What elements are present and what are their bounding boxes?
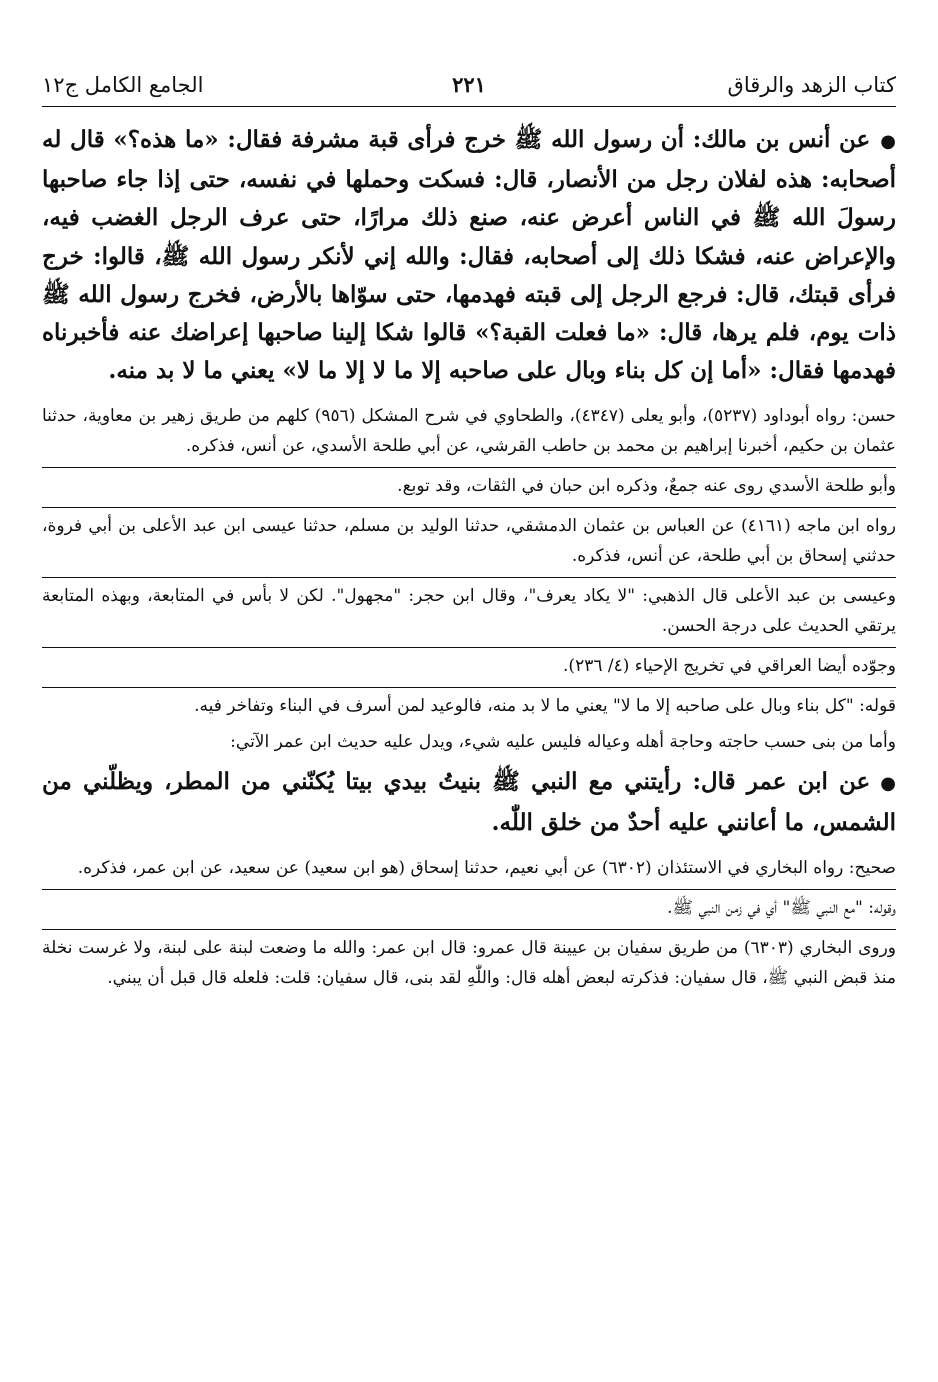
book-section-title: كتاب الزهد والرقاق bbox=[727, 73, 896, 97]
narrator-note: وعيسى بن عبد الأعلى قال الذهبي: "لا يكاد يعرف"، وقال ابن حجر: "مجهول". لكن لا بأس في المتابعة، وبهذه المتابعة يرتقي الحديث على درجة الحسن. bbox=[42, 577, 896, 641]
running-header bbox=[42, 62, 896, 106]
header-divider bbox=[42, 106, 896, 107]
takhrij-note: وروى البخاري (٦٣٠٣) من طريق سفيان بن عيينة قال عمرو: قال ابن عمر: والله ما وضعت لبنة على لبنة، ولا غرست نخلة منذ قبض النبي ﷺ، قال سفيان: فذكرته لبعض أهله قال: واللّٰهِ لقد بنى، قال سفيان: قلت: فلعله قال قبل أن يبني. bbox=[42, 929, 896, 993]
hadith-paragraph-ibn-umar bbox=[42, 763, 896, 841]
hadith-text: عن أنس بن مالك: أن رسول الله ﷺ خرج فرأى قبة مشرفة فقال: «ما هذه؟» قال له أصحابه: هذه لفلان رجل من الأنصار، قال: فسكت وحملها في نفسه، حتى إذا جاء صاحبها رسولَ الله ﷺ في الناس أعرض عنه، صنع ذلك مرارًا، حتى عرف الرجل الغضب فيه، والإعراض عنه، فشكا ذلك إلى أصحابه، فقال: والله إني لأنكر رسول الله ﷺ، قالوا: خرج فرأى قبتك، قال: فرجع الرجل إلى قبته فهدمها، حتى سوّاها بالأرض، فخرج رسول الله ﷺ ذات يوم، فلم يرها، قال: «ما فعلت القبة؟» قالوا شكا إلينا صاحبها إعراضك عنه فأخبرناه فهدمها فقال: «أما إن كل بناء وبال على صاحبه إلا ما لا إلا ما لا» يعني ما لا بد منه. bbox=[42, 126, 896, 385]
bullet-icon: ● bbox=[880, 773, 896, 795]
takhrij-note: حسن: رواه أبوداود (٥٢٣٧)، وأبو يعلى (٤٣٤٧)، والطحاوي في شرح المشكل (٩٥٦) كلهم من طريق زهير بن معاوية، حدثنا عثمان بن حكيم، أخبرنا إبراهيم بن محمد بن حاطب القرشي، عن أبي طلحة الأسدي، عن أنس، فذكره. bbox=[42, 406, 896, 457]
book-title: الجامع الكامل ج١٢ bbox=[42, 73, 204, 97]
page-number: ٢٢١ bbox=[452, 72, 486, 97]
takhrij-note: صحيح: رواه البخاري في الاستئذان (٦٣٠٢) عن أبي نعيم، حدثنا إسحاق (هو ابن سعيد) عن سعيد، عن ابن عمر، فذكره. bbox=[77, 857, 896, 878]
grading-note: وجوّده أيضا العراقي في تخريج الإحياء (٤/ ٢٣٦). bbox=[42, 647, 896, 681]
explanation-note: وقوله: "مع النبي ﷺ" أي في زمن النبي ﷺ. bbox=[42, 889, 896, 923]
hadith-text: عن ابن عمر قال: رأيتني مع النبي ﷺ بنيتُ بيدي بيتا يُكنّني من المطر، ويظلّني من الشمس، ما أعانني عليه أحدٌ من خلق اللّٰه. bbox=[42, 768, 896, 836]
explanation-note: قوله: "كل بناء وبال على صاحبه إلا ما لا" يعني ما لا بد منه، فالوعيد لمن أسرف في البناء وتفاخر فيه. bbox=[42, 687, 896, 721]
page-body bbox=[42, 121, 896, 993]
hadith-paragraph-anas bbox=[42, 121, 896, 390]
narrator-note: وأبو طلحة الأسدي روى عنه جمعٌ، وذكره ابن حبان في الثقات، وقد توبع. bbox=[42, 467, 896, 501]
bullet-icon: ● bbox=[880, 131, 896, 152]
explanation-note: وأما من بنى حسب حاجته وحاجة أهله وعياله فليس عليه شيء، ويدل عليه حديث ابن عمر الآتي: bbox=[230, 732, 896, 753]
takhrij-note: رواه ابن ماجه (٤١٦١) عن العباس بن عثمان الدمشقي، حدثنا الوليد بن مسلم، حدثنا عيسى ابن عبد الأعلى بن أبي فروة، حدثني إسحاق بن أبي طلحة، عن أنس، فذكره. bbox=[42, 507, 896, 571]
